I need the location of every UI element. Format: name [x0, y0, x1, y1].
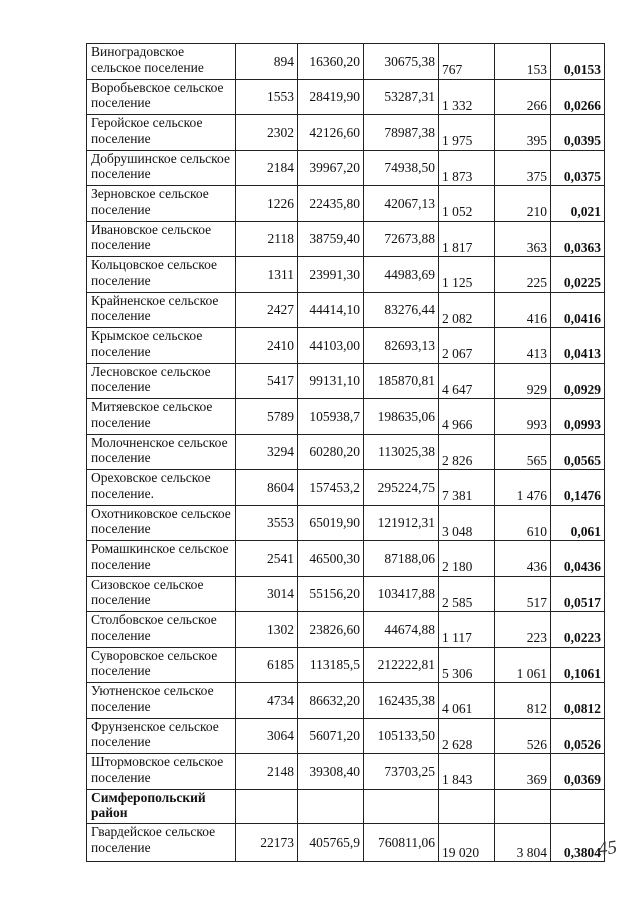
table-cell: 0,0416 — [551, 292, 605, 328]
table-cell: 2 082 — [439, 292, 495, 328]
table-cell: 28419,90 — [298, 79, 364, 115]
table-cell: Крымское сельское поселение — [87, 328, 236, 364]
table-cell: 1 061 — [495, 647, 551, 683]
table-cell: Воробьевское сельское поселение — [87, 79, 236, 115]
table-cell: 369 — [495, 754, 551, 790]
table-cell: 0,0369 — [551, 754, 605, 790]
table-cell: 0,0395 — [551, 115, 605, 151]
table-cell: 3014 — [236, 576, 298, 612]
table-cell — [495, 789, 551, 824]
table-cell: 767 — [439, 44, 495, 80]
table-cell: 82693,13 — [364, 328, 439, 364]
table-row — [87, 505, 605, 541]
table-cell: 0,021 — [551, 186, 605, 222]
table-cell: 78987,38 — [364, 115, 439, 151]
table-cell — [551, 789, 605, 824]
table-row — [87, 150, 605, 186]
table-cell: 0,3804 — [551, 824, 605, 862]
table-cell: 44983,69 — [364, 257, 439, 293]
table-cell — [364, 789, 439, 824]
table-cell: 5417 — [236, 363, 298, 399]
table-cell: 103417,88 — [364, 576, 439, 612]
table-row — [87, 292, 605, 328]
table-cell: 153 — [495, 44, 551, 80]
table-row — [87, 470, 605, 506]
table-cell: 0,0929 — [551, 363, 605, 399]
table-cell: Кольцовское сельское поселение — [87, 257, 236, 293]
table-cell: 0,0153 — [551, 44, 605, 80]
table-cell: 610 — [495, 505, 551, 541]
table-cell: 2410 — [236, 328, 298, 364]
table-cell: 56071,20 — [298, 718, 364, 754]
table-cell — [439, 789, 495, 824]
table-cell: 0,061 — [551, 505, 605, 541]
table-cell: 0,0517 — [551, 576, 605, 612]
table-row — [87, 434, 605, 470]
table-cell: 5 306 — [439, 647, 495, 683]
table-cell: 22435,80 — [298, 186, 364, 222]
section-heading-row — [87, 789, 605, 824]
table-row — [87, 115, 605, 151]
table-cell: 4734 — [236, 683, 298, 719]
table-cell: 0,0375 — [551, 150, 605, 186]
table-cell: 6185 — [236, 647, 298, 683]
table-cell: 0,0526 — [551, 718, 605, 754]
table-cell: 1 817 — [439, 221, 495, 257]
table-cell: 1 873 — [439, 150, 495, 186]
table-cell: 3 048 — [439, 505, 495, 541]
table-cell: 375 — [495, 150, 551, 186]
table-cell: 812 — [495, 683, 551, 719]
table-cell: Ромашкинское сельское поселение — [87, 541, 236, 577]
table-cell: 3 804 — [495, 824, 551, 862]
table-cell: 8604 — [236, 470, 298, 506]
table-row — [87, 257, 605, 293]
table-cell: 2 180 — [439, 541, 495, 577]
table-cell: 2148 — [236, 754, 298, 790]
table-cell: 83276,44 — [364, 292, 439, 328]
table-cell: 1553 — [236, 79, 298, 115]
table-cell — [298, 789, 364, 824]
table-cell: 23826,60 — [298, 612, 364, 648]
table-cell: 223 — [495, 612, 551, 648]
table-cell: Геройское сельское поселение — [87, 115, 236, 151]
table-cell: 105133,50 — [364, 718, 439, 754]
table-cell: 0,1061 — [551, 647, 605, 683]
table-cell: Фрунзенское сельское поселение — [87, 718, 236, 754]
table-row — [87, 612, 605, 648]
table-row — [87, 44, 605, 80]
table-cell: 2427 — [236, 292, 298, 328]
table-cell: 2 628 — [439, 718, 495, 754]
table-cell: 198635,06 — [364, 399, 439, 435]
table-cell: 0,0225 — [551, 257, 605, 293]
table-cell: 1 843 — [439, 754, 495, 790]
table-cell: 39967,20 — [298, 150, 364, 186]
table-cell: Ореховское сельское поселение. — [87, 470, 236, 506]
table-cell: 19 020 — [439, 824, 495, 862]
table-cell: 1 125 — [439, 257, 495, 293]
table-cell: Суворовское сельское поселение — [87, 647, 236, 683]
table-cell: 210 — [495, 186, 551, 222]
table-cell: 1 052 — [439, 186, 495, 222]
table-cell: 0,1476 — [551, 470, 605, 506]
table-cell: 894 — [236, 44, 298, 80]
table-row — [87, 363, 605, 399]
table-cell: Столбовское сельское поселение — [87, 612, 236, 648]
table-cell: 105938,7 — [298, 399, 364, 435]
table-cell: Симферопольский район — [87, 789, 236, 824]
table-cell: 121912,31 — [364, 505, 439, 541]
table-cell: 1226 — [236, 186, 298, 222]
table-cell: Молочненское сельское поселение — [87, 434, 236, 470]
table-cell: 72673,88 — [364, 221, 439, 257]
table-cell: 3294 — [236, 434, 298, 470]
table-cell: 4 061 — [439, 683, 495, 719]
table-cell: 44414,10 — [298, 292, 364, 328]
table-cell: 46500,30 — [298, 541, 364, 577]
table-cell: 0,0436 — [551, 541, 605, 577]
table-cell: 113025,38 — [364, 434, 439, 470]
table-cell: 517 — [495, 576, 551, 612]
table-cell: 1 117 — [439, 612, 495, 648]
table-cell: 2302 — [236, 115, 298, 151]
table-cell: 295224,75 — [364, 470, 439, 506]
table-cell: 2118 — [236, 221, 298, 257]
table-cell: 55156,20 — [298, 576, 364, 612]
table-cell: 38759,40 — [298, 221, 364, 257]
table-cell: 363 — [495, 221, 551, 257]
table-cell: 87188,06 — [364, 541, 439, 577]
table-row — [87, 399, 605, 435]
table-cell: Сизовское сельское поселение — [87, 576, 236, 612]
table-cell: 405765,9 — [298, 824, 364, 862]
table-cell: 413 — [495, 328, 551, 364]
table-cell: 526 — [495, 718, 551, 754]
table-cell: 436 — [495, 541, 551, 577]
table-cell: Лесновское сельское поселение — [87, 363, 236, 399]
table-cell: 0,0223 — [551, 612, 605, 648]
table-cell: 185870,81 — [364, 363, 439, 399]
table-cell: 993 — [495, 399, 551, 435]
table-cell: 39308,40 — [298, 754, 364, 790]
table-cell: Крайненское сельское поселение — [87, 292, 236, 328]
table-cell: Гвардейское сельское поселение — [87, 824, 236, 862]
table-cell: 162435,38 — [364, 683, 439, 719]
table-cell: 0,0565 — [551, 434, 605, 470]
table-cell: 760811,06 — [364, 824, 439, 862]
table-cell: 0,0266 — [551, 79, 605, 115]
table-cell — [236, 789, 298, 824]
table-cell: 1 975 — [439, 115, 495, 151]
table-cell: Ивановское сельское поселение — [87, 221, 236, 257]
table-cell: 2184 — [236, 150, 298, 186]
table-cell: 74938,50 — [364, 150, 439, 186]
table-cell: 7 381 — [439, 470, 495, 506]
table-cell: 565 — [495, 434, 551, 470]
table-row — [87, 186, 605, 222]
table-cell: 1311 — [236, 257, 298, 293]
table-cell: 0,0993 — [551, 399, 605, 435]
table-cell: 929 — [495, 363, 551, 399]
data-table — [86, 43, 605, 862]
table-cell: 416 — [495, 292, 551, 328]
table-cell: 1 332 — [439, 79, 495, 115]
table-row — [87, 221, 605, 257]
table-cell: 42126,60 — [298, 115, 364, 151]
table-cell: Зерновское сельское поселение — [87, 186, 236, 222]
table-cell: 99131,10 — [298, 363, 364, 399]
table-cell: 157453,2 — [298, 470, 364, 506]
table-cell: 3064 — [236, 718, 298, 754]
table-cell: 2 826 — [439, 434, 495, 470]
table-row — [87, 541, 605, 577]
table-cell: 73703,25 — [364, 754, 439, 790]
table-cell: 0,0413 — [551, 328, 605, 364]
table-cell: 65019,90 — [298, 505, 364, 541]
table-cell: 3553 — [236, 505, 298, 541]
table-cell: 212222,81 — [364, 647, 439, 683]
table-row — [87, 79, 605, 115]
table-cell: 42067,13 — [364, 186, 439, 222]
table-cell: Штормовское сельское поселение — [87, 754, 236, 790]
table-row — [87, 328, 605, 364]
table-cell: 0,0812 — [551, 683, 605, 719]
table-cell: 2 067 — [439, 328, 495, 364]
table-cell: 225 — [495, 257, 551, 293]
table-cell: 266 — [495, 79, 551, 115]
table-row — [87, 683, 605, 719]
table-cell: 23991,30 — [298, 257, 364, 293]
table-cell: Охотниковское сельское поселение — [87, 505, 236, 541]
table-cell: 1 476 — [495, 470, 551, 506]
table-row — [87, 718, 605, 754]
table-cell: Добрушинское сельское поселение — [87, 150, 236, 186]
table-cell: 1302 — [236, 612, 298, 648]
table-row — [87, 576, 605, 612]
table-cell: Уютненское сельское поселение — [87, 683, 236, 719]
table-cell: 0,0363 — [551, 221, 605, 257]
page-number: 45 — [596, 836, 619, 861]
table-cell: Митяевское сельское поселение — [87, 399, 236, 435]
table-cell: 113185,5 — [298, 647, 364, 683]
table-cell: 4 966 — [439, 399, 495, 435]
table-cell: 16360,20 — [298, 44, 364, 80]
table-cell: 44674,88 — [364, 612, 439, 648]
table-cell: 4 647 — [439, 363, 495, 399]
table-cell: 30675,38 — [364, 44, 439, 80]
table-cell: 2541 — [236, 541, 298, 577]
table-cell: 86632,20 — [298, 683, 364, 719]
table-cell: Виноградовское сельское поселение — [87, 44, 236, 80]
table-cell: 5789 — [236, 399, 298, 435]
table-cell: 2 585 — [439, 576, 495, 612]
table-cell: 44103,00 — [298, 328, 364, 364]
table-row — [87, 824, 605, 862]
table-row — [87, 754, 605, 790]
table-row — [87, 647, 605, 683]
table-body — [87, 44, 605, 862]
table-cell: 53287,31 — [364, 79, 439, 115]
table-cell: 22173 — [236, 824, 298, 862]
table-cell: 60280,20 — [298, 434, 364, 470]
table-cell: 395 — [495, 115, 551, 151]
